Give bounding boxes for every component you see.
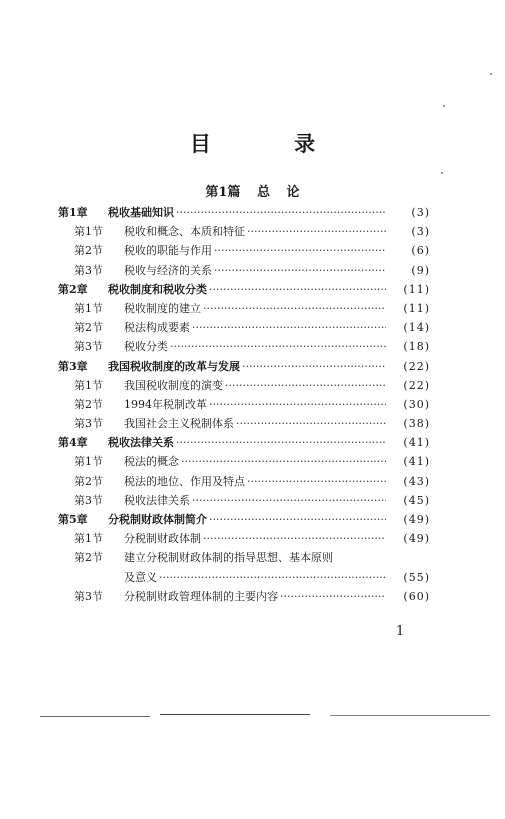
toc-entry-page: (38) — [403, 417, 430, 431]
toc-entry-title: 1994年税制改革 — [124, 397, 207, 411]
toc-section-row — [58, 261, 430, 280]
part-name-first-char: 总 — [257, 185, 271, 200]
toc-leader-dots — [209, 280, 386, 299]
toc-entry-page: (11) — [403, 301, 430, 315]
toc-entry-title: 我国税收制度的改革与发展 — [108, 359, 240, 373]
toc-leader-dots — [247, 472, 386, 491]
toc-section-row — [58, 318, 430, 337]
part-label: 第1篇 — [205, 185, 241, 200]
toc-entry-page: (6) — [411, 244, 430, 258]
toc-entry-number: 第2章 — [58, 282, 88, 296]
toc-entry-page: (41) — [403, 455, 430, 469]
toc-leader-dots — [192, 491, 386, 510]
toc-section-row — [58, 395, 430, 414]
toc-entry-page: (3) — [411, 225, 430, 239]
toc-entry-number: 第3节 — [74, 263, 103, 277]
toc-entry-page: (18) — [403, 340, 430, 354]
toc-entry-page: (22) — [403, 378, 430, 392]
toc-leader-dots — [209, 510, 386, 529]
toc-leader-dots — [209, 395, 386, 414]
scan-artifact-line — [160, 714, 310, 715]
toc-entry-title: 税收分类 — [124, 340, 168, 354]
table-of-contents — [58, 203, 430, 606]
toc-section-row — [58, 376, 430, 395]
toc-entry-page: (49) — [403, 532, 430, 546]
toc-entry-title: 分税制财政体制简介 — [108, 513, 207, 526]
toc-entry-title: 建立分税制财政体制的指导思想、基本原则 — [124, 551, 333, 565]
toc-entry-number: 第3节 — [74, 493, 103, 507]
toc-chapter-row — [58, 433, 430, 452]
toc-entry-title: 税收基础知识 — [108, 206, 174, 219]
toc-entry-page: (45) — [403, 493, 430, 507]
toc-entry-number: 第3节 — [74, 417, 103, 431]
toc-entry-number: 第4章 — [58, 436, 88, 450]
toc-section-row — [58, 222, 430, 241]
toc-entry-page: (3) — [411, 206, 430, 219]
toc-entry-title: 税法的地位、作用及特点 — [124, 474, 245, 488]
toc-leader-dots — [170, 337, 386, 356]
toc-chapter-row — [58, 357, 430, 376]
scan-artifact-line — [40, 716, 150, 717]
toc-section-row — [58, 241, 430, 260]
toc-section-row — [58, 587, 430, 606]
toc-entry-title: 分税制财政管理体制的主要内容 — [124, 589, 278, 603]
toc-entry-title: 我国税收制度的演变 — [124, 378, 223, 392]
toc-leader-dots — [242, 357, 386, 376]
toc-section-row — [58, 414, 430, 433]
toc-entry-number: 第1节 — [74, 532, 103, 546]
toc-leader-dots — [280, 587, 386, 606]
toc-leader-dots — [247, 222, 386, 241]
toc-entry-page: (14) — [403, 321, 430, 335]
toc-entry-page: (49) — [403, 513, 430, 526]
toc-leader-dots — [176, 203, 386, 222]
toc-section-row — [58, 452, 430, 471]
toc-entry-number: 第1节 — [74, 455, 103, 469]
toc-section-row — [58, 491, 430, 510]
toc-entry-page: (11) — [403, 282, 430, 296]
toc-entry-number: 第1节 — [74, 225, 103, 239]
part-heading — [0, 181, 505, 200]
toc-entry-title: 及意义 — [124, 570, 157, 584]
toc-entry-number: 第1章 — [58, 206, 88, 219]
toc-entry-page: (43) — [403, 474, 430, 488]
toc-leader-dots — [176, 433, 386, 452]
toc-chapter-row — [58, 203, 430, 222]
toc-entry-title: 我国社会主义税制体系 — [124, 417, 234, 431]
scan-artifact-line — [330, 715, 490, 716]
part-name-second-char: 论 — [286, 185, 300, 200]
toc-entry-number: 第3章 — [58, 359, 88, 373]
toc-entry-number: 第2节 — [74, 397, 103, 411]
toc-entry-page: (55) — [403, 570, 430, 584]
toc-leader-dots — [203, 299, 386, 318]
toc-entry-page: (41) — [403, 436, 430, 450]
toc-entry-page: (60) — [403, 589, 430, 603]
scan-artifact-dot — [441, 172, 443, 174]
toc-entry-title: 分税制财政体制 — [124, 532, 201, 546]
toc-leader-dots — [181, 452, 386, 471]
scan-artifact-dot — [490, 73, 492, 75]
toc-leader-dots — [192, 318, 386, 337]
toc-entry-title: 税收和概念、本质和特征 — [124, 225, 245, 239]
toc-entry-number: 第2节 — [74, 321, 103, 335]
toc-entry-number: 第2节 — [74, 551, 103, 565]
toc-entry-title: 税法构成要素 — [124, 321, 190, 335]
toc-entry-page: (22) — [403, 359, 430, 373]
toc-section-row — [58, 529, 430, 548]
page-title: 目 录 — [189, 132, 354, 156]
toc-section-row — [58, 548, 430, 567]
toc-entry-number: 第2节 — [74, 244, 103, 258]
toc-entry-number: 第2节 — [74, 474, 103, 488]
toc-leader-dots — [203, 529, 386, 548]
toc-entry-number: 第1节 — [74, 301, 103, 315]
toc-leader-dots — [159, 568, 386, 587]
toc-leader-dots — [236, 414, 386, 433]
toc-entry-title: 税收制度和税收分类 — [108, 282, 207, 296]
toc-entry-number: 第5章 — [58, 513, 88, 526]
toc-entry-number: 第1节 — [74, 378, 103, 392]
toc-entry-title: 税收与经济的关系 — [124, 263, 212, 277]
toc-chapter-row — [58, 280, 430, 299]
toc-leader-dots — [225, 376, 386, 395]
toc-entry-title: 税收法律关系 — [124, 493, 190, 507]
page-number: 1 — [396, 624, 405, 639]
toc-chapter-row — [58, 510, 430, 529]
toc-leader-dots — [214, 261, 386, 280]
toc-entry-title: 税法的概念 — [124, 455, 179, 469]
toc-entry-page: (9) — [411, 263, 430, 277]
toc-entry-number: 第3节 — [74, 340, 103, 354]
toc-entry-title: 税收制度的建立 — [124, 301, 201, 315]
toc-entry-number: 第3节 — [74, 589, 103, 603]
toc-entry-page: (30) — [403, 397, 430, 411]
scan-artifact-dot — [443, 105, 445, 107]
toc-entry-title: 税收法律关系 — [108, 436, 174, 450]
toc-section-row — [58, 472, 430, 491]
toc-entry-title: 税收的职能与作用 — [124, 244, 212, 258]
toc-section-row — [58, 337, 430, 356]
toc-section-row — [58, 568, 430, 587]
toc-section-row — [58, 299, 430, 318]
toc-leader-dots — [214, 241, 386, 260]
